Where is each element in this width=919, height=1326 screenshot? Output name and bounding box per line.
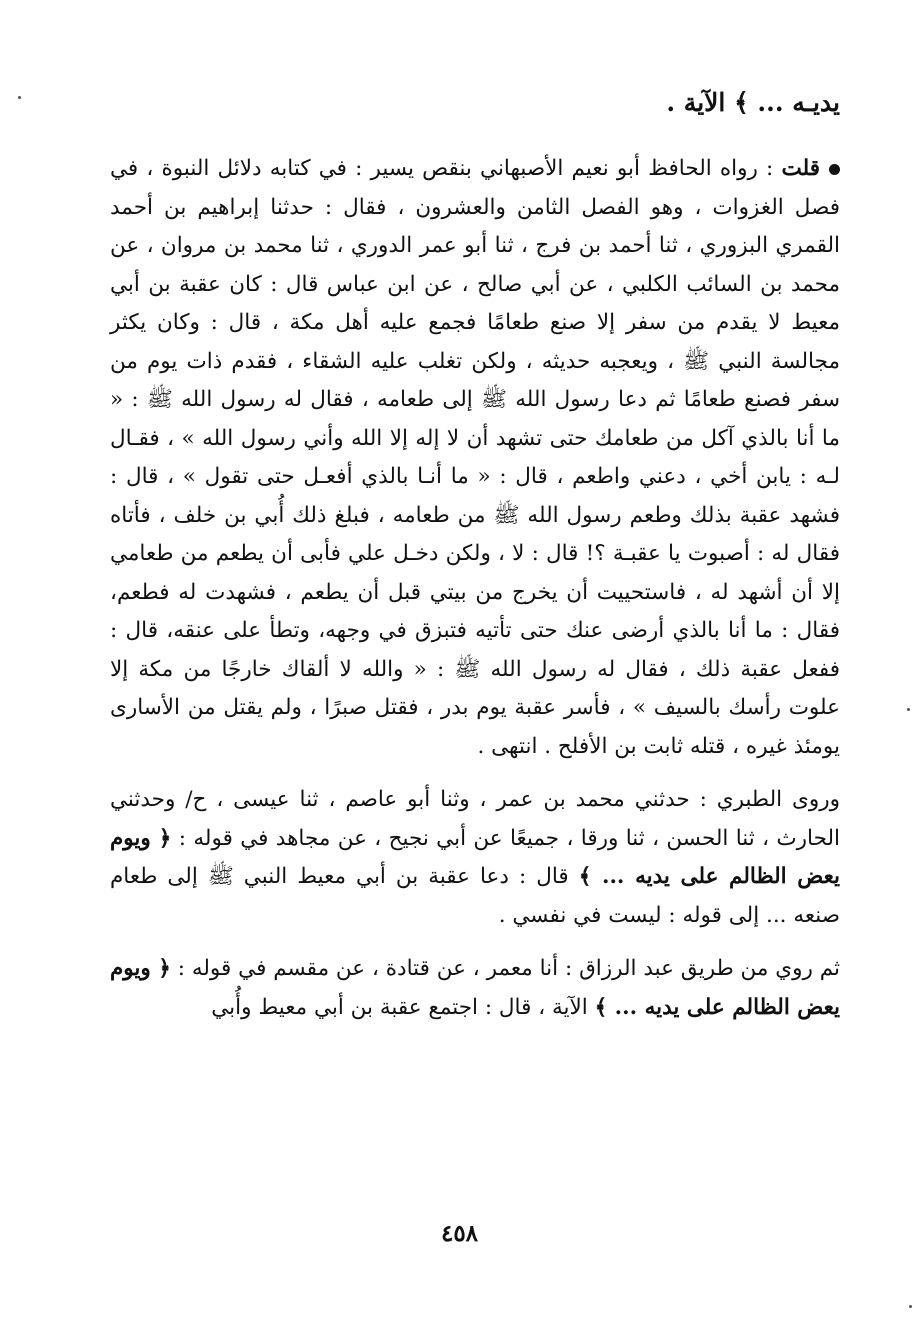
paragraph-text: : رواه الحافظ أبو نعيم الأصبهاني بنقص يسير : في كتابه دلائل النبوة ، في فصل الغزوات ، وهو الفصل الثامن والعشرون ، فقال : حدثنا إبراهيم بن أحمد القمري البزوري ، ثنا أحمد بن فرج ، ثنا أبو عمر الدوري ، ثنا محمد بن مروان ، عن محمد بن السائب الكلبي ، عن أبي صالح ، عن ابن عباس قال : كان عقبة بن أبي معيط لا يقدم من سفر إلا صنع طعامًا فجمع عليه أهل مكة ، قال : وكان يكثر مجالسة النبي ﷺ ، ويعجبه حديثه ، ولكن تغلب عليه الشقاء ، فقدم ذات يوم من سفر فصنع طعامًا ثم دعا رسول الله ﷺ إلى طعامه ، فقال له رسول الله ﷺ : « ما أنا بالذي آكل من طعامك حتى تشهد أن لا إله إلا الله وأني رسول الله » ، فقـال لـه : يابن أخي ، دعني واطعم ، قال : « ما أنـا بالذي أفعـل حتى تقول » ، قال : فشهد عقبة بذلك وطعم رسول الله ﷺ من طعامه ، فبلغ ذلك أُبي بن خلف ، فأتاه فقال له : أصبوت يا عقبـة ؟! قال : لا ، ولكن دخـل علي فأبى أن يطعم من طعامي إلا أن أشهد له ، فاستحييت أن يخرج من بيتي قبل أن يطعم ، فشهدت له فطعم، فقال : ما أنا بالذي أرضى عنك حتى تأتيه فتبزق في وجهه، وتطأ على عنقه، قال : ففعل عقبة ذلك ، فقال له رسول الله ﷺ : « والله لا ألقاك خارجًا من مكة إلا علوت رأسك بالسيف » ، فأسر عقبة يوم بدر ، فقتل صبرًا ، ولم يقتل من الأسارى يومئذ غيره ، قتله ثابت بن الأفلح . انتهى .	[110, 156, 840, 759]
quran-quote: ﴿ ويوم يعض الظالم على يديه ... ﴾	[110, 956, 840, 1020]
paragraph-abdurrazzaq	[110, 950, 840, 1027]
scan-speck	[18, 96, 21, 99]
paragraph-abu-nuaym	[110, 150, 840, 766]
paragraph-text: الآية ، قال : اجتمع عقبة بن أبي معيط وأُبي	[211, 994, 588, 1020]
scan-speck	[909, 1305, 912, 1308]
scan-speck	[907, 708, 910, 711]
paragraph-lead-word: قلت	[781, 156, 820, 181]
paragraph-text: قال : دعا عقبة بن أبي معيط النبي ﷺ إلى طعام صنعه ... إلى قوله : ليست في نفسي .	[110, 864, 840, 928]
page-number: ٤٥٨	[440, 1220, 479, 1247]
page-heading: يديـه ... ﴾ الآية .	[666, 88, 840, 117]
paragraph-text: ثم روي من طريق عبد الرزاق : أنا معمر ، عن قتادة ، عن مقسم في قوله :	[177, 956, 840, 981]
quran-quote: ﴿ ويوم يعض الظالم على يديه ... ﴾	[110, 825, 840, 889]
bullet-icon	[829, 164, 840, 175]
paragraph-text: وروى الطبري : حدثني محمد بن عمر ، وثنا أبو عاصم ، ثنا عيسى ، ح/ وحدثني الحارث ، ثنا الحسن ، ثنا ورقا ، جميعًا عن أبي نجيح ، عن مجاهد في قوله :	[110, 787, 841, 851]
document-page	[110, 78, 840, 1027]
paragraph-tabari	[110, 781, 840, 935]
